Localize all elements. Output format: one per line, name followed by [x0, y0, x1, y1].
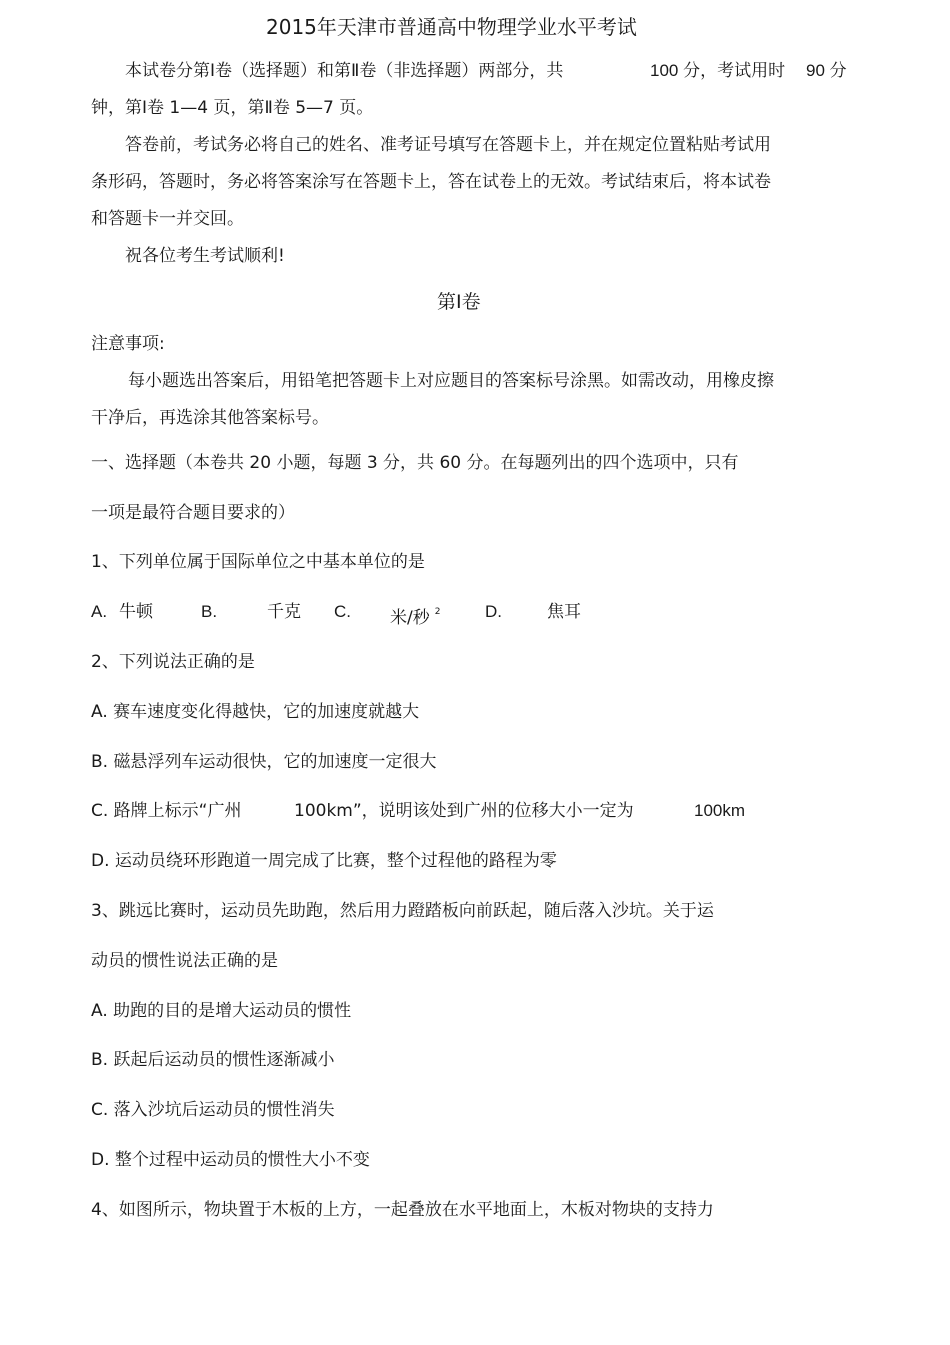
- q3-stem-2: 动员的惯性说法正确的是: [91, 951, 278, 971]
- q3-option-a: A. 助跑的目的是增大运动员的惯性: [91, 1001, 352, 1021]
- q2-option-c-text: C. 路牌上标示“广州: [91, 801, 242, 821]
- q2-option-a: A. 赛车速度变化得越快，它的加速度就越大: [91, 702, 420, 722]
- intro-line-5: 和答题卡一并交回。: [91, 209, 244, 229]
- q3-option-b: B. 跃起后运动员的惯性逐渐减小: [91, 1050, 335, 1070]
- q1-option-c-unit: 米/秒: [390, 608, 430, 628]
- q1-stem: 1、下列单位属于国际单位之中基本单位的是: [91, 552, 425, 572]
- q1-option-c-exponent: 2: [434, 607, 441, 617]
- q1-option-a-label: A.: [91, 602, 108, 621]
- q1-option-b-label: B.: [201, 602, 218, 621]
- exam-title: 2015年天津市普通高中物理学业水平考试: [266, 15, 637, 39]
- notice-line-1: 每小题选出答案后，用铅笔把答题卡上对应题目的答案标号涂黑。如需改动，用橡皮擦: [128, 371, 774, 391]
- q1-option-d-text: 焦耳: [547, 602, 581, 622]
- q2-stem: 2、下列说法正确的是: [91, 652, 255, 672]
- q1-option-c-text: [390, 601, 440, 629]
- section-heading: 第Ⅰ卷: [437, 291, 481, 313]
- intro-wish: 祝各位考生考试顺利!: [125, 246, 285, 266]
- q1-option-a-text: 牛顿: [119, 602, 153, 622]
- intro-line-2: 钟，第Ⅰ卷 1—4 页，第Ⅱ卷 5—7 页。: [91, 98, 374, 118]
- notice-label: 注意事项:: [91, 334, 165, 354]
- part1-instruction-2: 一项是最符合题目要求的）: [91, 503, 295, 523]
- intro-total-score: 100 分，考试用时: [650, 61, 786, 80]
- intro-line-3: 答卷前，考试务必将自己的姓名、准考证号填写在答题卡上，并在规定位置粘贴考试用: [125, 135, 771, 155]
- q2-option-c-middle: 100km”，说明该处到广州的位移大小一定为: [294, 801, 634, 821]
- q1-option-c-label: C.: [334, 602, 351, 621]
- q3-stem-1: 3、跳远比赛时，运动员先助跑，然后用力蹬踏板向前跃起，随后落入沙坑。关于运: [91, 901, 714, 921]
- intro-time: 90 分: [806, 61, 847, 80]
- q3-option-d: D. 整个过程中运动员的惯性大小不变: [91, 1150, 370, 1170]
- q2-option-d: D. 运动员绕环形跑道一周完成了比赛，整个过程他的路程为零: [91, 851, 557, 871]
- q2-option-c-end: 100km: [694, 801, 746, 820]
- q4-stem: 4、如图所示，物块置于木板的上方，一起叠放在水平地面上，木板对物块的支持力: [91, 1200, 714, 1220]
- q3-option-c: C. 落入沙坑后运动员的惯性消失: [91, 1100, 335, 1120]
- intro-line-4: 条形码，答题时，务必将答案涂写在答题卡上，答在试卷上的无效。考试结束后，将本试卷: [91, 172, 771, 192]
- intro-line-1: 本试卷分第Ⅰ卷（选择题）和第Ⅱ卷（非选择题）两部分，共: [125, 61, 564, 81]
- part1-instruction-1: 一、选择题（本卷共 20 小题，每题 3 分，共 60 分。在每题列出的四个选项中，只有: [91, 453, 739, 473]
- q1-option-b-text: 千克: [267, 602, 301, 622]
- notice-line-2: 干净后，再选涂其他答案标号。: [91, 408, 329, 428]
- q1-option-d-label: D.: [485, 602, 502, 621]
- q2-option-b: B. 磁悬浮列车运动很快，它的加速度一定很大: [91, 752, 437, 772]
